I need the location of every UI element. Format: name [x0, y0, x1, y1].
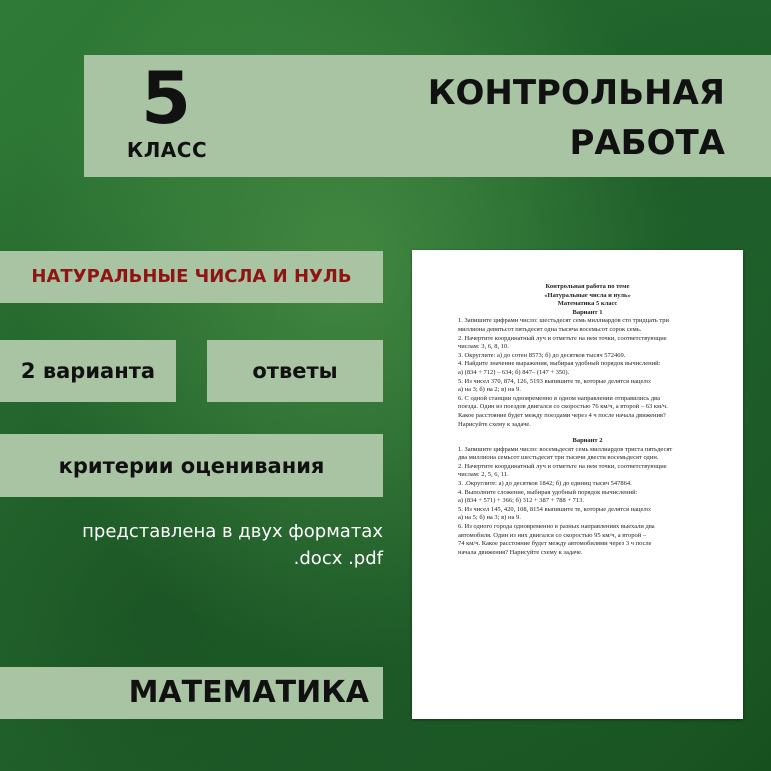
grade-number: 5 — [140, 56, 192, 140]
doc-text-line: поезда. Один из поездов двигался со скоростью 76 км/ч, а второй – 63 км/ч. — [458, 403, 668, 411]
topic-label: НАТУРАЛЬНЫЕ ЧИСЛА И НУЛЬ — [31, 266, 352, 287]
doc-text-line: а) на 3; б) на 2; в) на 9. — [458, 386, 521, 394]
doc-text-line: 4. Выполните сложение, выбирая удобный порядок вычислений: — [458, 488, 638, 496]
topic-panel — [0, 251, 383, 303]
answers-label: ответы — [252, 359, 338, 383]
criteria-panel — [0, 434, 383, 497]
doc-text-line: 2. Начертите координатный луч и отметьте на нем точки, соответствующие — [458, 334, 667, 342]
title-line-2: РАБОТА — [569, 123, 725, 163]
doc-text-line: а) (834 + 571) + 366; б) 312 + 387 + 788 + 713. — [458, 497, 584, 505]
subject-panel — [0, 667, 383, 719]
formats-line-2: .docx .pdf — [293, 548, 383, 569]
doc-text-line: 6. Из одного города одновременно в разных направлениях выехали два — [458, 523, 655, 531]
doc-text-line: 6. С одной станции одновременно в одном направлении отправились два — [458, 394, 661, 402]
doc-text-line: числам: 3, 6, 8, 10. — [458, 343, 509, 351]
doc-variant-1-title: Вариант 1 — [572, 308, 603, 316]
subject-label: МАТЕМАТИКА — [128, 675, 369, 710]
doc-text-line: 3. Округлите: а) до сотен 8573; б) до десятков тысяч 572469. — [458, 351, 626, 359]
doc-variant-2-title: Вариант 2 — [572, 437, 603, 445]
title-banner — [84, 55, 771, 177]
doc-variant-2-body — [458, 446, 717, 558]
doc-text-line: 2. Начертите координатный луч и отметьте на нем точки, соответствующие — [458, 462, 667, 470]
formats-note — [0, 518, 383, 572]
doc-text-line: числам: 2, 5, 6, 11. — [458, 471, 509, 479]
doc-text-line: 5. Из чисел 145, 420, 108, 8154 выпишите те, которые делятся нацело: — [458, 505, 652, 513]
doc-text-line: а) на 5; б) на 3; в) на 9. — [458, 514, 521, 522]
doc-header-line: Математика 5 класс — [557, 300, 618, 308]
doc-text-line: 5. Из чисел 370, 874, 126, 5193 выпишите те, которые делятся нацело: — [458, 377, 652, 385]
criteria-label: критерии оценивания — [58, 453, 325, 478]
variants-label: 2 варианта — [20, 359, 156, 383]
doc-variant-1-body — [458, 317, 717, 429]
doc-text-line: 3. .Округлите: а) до десятков 1842; б) до единиц тысяч 547864. — [458, 480, 632, 488]
doc-text-line: а) (834 + 712) – 634; б) 847– (147 + 350). — [458, 368, 570, 376]
doc-text-line: 1. Запишите цифрами число: восемьдесят семь миллиардов триста пятьдесят — [458, 445, 673, 453]
doc-text-line: 4. Найдите значение выражения, выбирая удобный порядок вычислений: — [458, 360, 661, 368]
answers-panel — [207, 340, 383, 402]
document-preview — [412, 250, 743, 719]
formats-line-1: представлена в двух форматах — [82, 521, 383, 542]
doc-text-line: два миллиона семьсот шестьдесят три тысячи двести восемьдесят один. — [458, 454, 659, 462]
doc-text-line: Нарисуйте схему к задаче. — [458, 420, 531, 428]
doc-header-line: Контрольная работа по теме — [545, 283, 630, 290]
title-line-1: КОНТРОЛЬНАЯ — [427, 73, 725, 113]
doc-text-line: начала движения? Нарисуйте схему к задаче. — [458, 548, 583, 556]
doc-text-line: 1. Запишите цифрами число: шестьдесят семь миллиардов сто тридцать три — [458, 317, 670, 325]
variants-panel — [0, 340, 176, 402]
doc-text-line: Какое расстояние будет между поездами через 4 ч после начала движения? — [458, 411, 666, 419]
doc-text-line: миллиона девятьсот пятьдесят одна тысяча восемьсот сорок семь. — [458, 325, 642, 333]
doc-text-line: автомобиля. Один из них двигался со скоростью 95 км/ч, а второй – — [458, 531, 647, 539]
doc-text-line: 74 км/ч. Какое расстояние будет между автомобилями через 3 ч после — [458, 540, 652, 548]
doc-header-line: «Натуральные числа и нуль» — [544, 291, 631, 299]
grade-word: КЛАСС — [126, 138, 208, 162]
